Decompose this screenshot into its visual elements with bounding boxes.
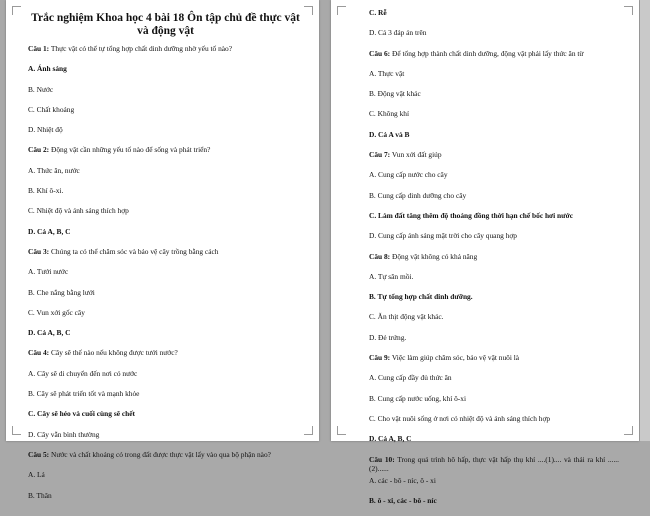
question-line (369, 353, 619, 362)
corner-mark (624, 426, 633, 435)
corner-mark (624, 6, 633, 15)
line-text: B. Động vật khác (369, 89, 421, 99)
line-text: A. Cung cấp nước cho cây (369, 170, 448, 180)
corner-mark (12, 426, 21, 435)
option-line (369, 109, 619, 118)
left-lines (28, 44, 303, 500)
right-content (369, 8, 619, 516)
line-text: A. Cây sẽ di chuyển đến nơi có nước (28, 368, 138, 378)
option-line (28, 389, 303, 398)
option-line (369, 312, 619, 321)
line-text: Vun xới đất giúp (390, 150, 442, 160)
question-line (28, 450, 303, 459)
left-page (6, 0, 319, 500)
question-number: Câu 8: (369, 251, 391, 261)
line-text: B. Tự tổng hợp chất dinh dưỡng. (369, 292, 473, 302)
option-line (28, 125, 303, 134)
line-text: B. ô - xi, các - bô - níc (369, 495, 437, 505)
corner-mark (12, 6, 21, 15)
answer-line (369, 130, 619, 139)
option-line (28, 105, 303, 114)
question-line (369, 455, 619, 473)
option-line (369, 394, 619, 403)
scrollbar[interactable] (640, 0, 650, 441)
answer-line (28, 328, 303, 337)
line-text: C. Làm đất tăng thêm độ thoáng đồng thời hạn chế bốc hơi nước (369, 210, 573, 220)
question-number: Câu 4: (28, 348, 50, 358)
line-text: B. Cung cấp dinh dưỡng cho cây (369, 190, 467, 200)
answer-line (28, 409, 303, 418)
right-lines (369, 8, 619, 505)
answer-line (28, 64, 303, 73)
corner-mark (337, 6, 346, 15)
question-number: Câu 2: (28, 145, 50, 155)
line-text: C. Vun xới gốc cây (28, 307, 85, 317)
line-text: B. Cung cấp nước uống, khí ô-xi (369, 393, 467, 403)
corner-mark (304, 426, 313, 435)
question-line (28, 348, 303, 357)
line-text: Nước và chất khoáng có trong đất được thực vật lấy vào qua bộ phận nào? (49, 449, 271, 459)
line-text: D. Cả 3 đáp án trên (369, 28, 427, 38)
answer-line (369, 8, 619, 17)
answer-line (28, 227, 303, 236)
line-text: D. Cây vẫn bình thường (28, 429, 100, 439)
question-number: Câu 7: (369, 150, 391, 160)
line-text: Động vật không có khả năng (390, 251, 478, 261)
line-text: C. Cây sẽ héo và cuối cùng sẽ chết (28, 409, 135, 419)
line-text: Chúng ta có thể chăm sóc và bảo vệ cây trồng bằng cách (49, 246, 219, 256)
line-text: C. Rễ (369, 8, 387, 17)
option-line (28, 430, 303, 439)
line-text: B. Thân (28, 490, 52, 500)
option-line (28, 186, 303, 195)
option-line (28, 288, 303, 297)
line-text: Trong quá trình hô hấp, thực vật hấp thụ khí ....(1).... và thải ra khí ......(2)...... (369, 454, 619, 473)
option-line (28, 85, 303, 94)
line-text: D. Cả A, B, C (369, 434, 412, 444)
line-text: A. Thực vật (369, 68, 405, 78)
line-text: Cây sẽ thế nào nếu không được tưới nước? (49, 348, 178, 358)
question-line (28, 44, 303, 53)
line-text: A. Thức ăn, nước (28, 165, 80, 175)
line-text: D. Cung cấp ánh sáng mặt trời cho cây quang hợp (369, 231, 517, 241)
answer-line (369, 434, 619, 443)
option-line (369, 69, 619, 78)
option-line (369, 170, 619, 179)
option-line (28, 491, 303, 500)
line-text: B. Cây sẽ phát triển tốt và mạnh khỏe (28, 389, 140, 399)
answer-line (369, 211, 619, 220)
line-text: C. Nhiệt độ và ánh sáng thích hợp (28, 206, 129, 216)
question-line (28, 247, 303, 256)
line-text: A. Ánh sáng (28, 64, 67, 74)
option-line (369, 272, 619, 281)
line-text: C. Chất khoáng (28, 104, 75, 114)
option-line (369, 476, 619, 485)
question-number: Câu 1: (28, 44, 50, 53)
option-line (28, 308, 303, 317)
corner-mark (337, 426, 346, 435)
option-line (28, 206, 303, 215)
question-number: Câu 5: (28, 449, 50, 459)
option-line (369, 333, 619, 342)
question-line (369, 252, 619, 261)
line-text: A. Lá (28, 470, 45, 480)
line-text: Động vật cần những yếu tố nào để sống và phát triển? (49, 145, 211, 155)
line-text: D. Cả A, B, C (28, 328, 71, 338)
option-line (369, 28, 619, 37)
line-text: D. Cả A, B, C (28, 226, 71, 236)
line-text: A. Tưới nước (28, 267, 69, 277)
line-text: C. Cho vật nuôi sống ở nơi có nhiệt độ và ánh sáng thích hợp (369, 413, 551, 423)
right-page (331, 0, 639, 505)
line-text: D. Đẻ trứng. (369, 332, 407, 342)
question-number: Câu 9: (369, 353, 391, 363)
line-text: A. các - bô - níc, ô - xi (369, 475, 436, 485)
answer-line (369, 496, 619, 505)
question-number: Câu 10: (369, 454, 395, 464)
option-line (28, 166, 303, 175)
line-text: C. Ăn thịt động vật khác. (369, 312, 444, 322)
answer-line (369, 292, 619, 301)
option-line (28, 369, 303, 378)
option-line (369, 373, 619, 382)
corner-mark (304, 6, 313, 15)
question-line (369, 49, 619, 58)
option-line (369, 191, 619, 200)
option-line (369, 89, 619, 98)
line-text: D. Nhiệt độ (28, 125, 63, 135)
line-text: Để tổng hợp thành chất dinh dưỡng, động vật phải lấy thức ăn từ (390, 48, 584, 58)
question-number: Câu 6: (369, 48, 391, 58)
option-line (369, 231, 619, 240)
line-text: A. Tự săn mồi. (369, 271, 414, 281)
question-line (369, 150, 619, 159)
line-text: B. Khí ô-xi. (28, 186, 64, 196)
line-text: B. Nước (28, 84, 54, 94)
line-text: Việc làm giúp chăm sóc, bảo vệ vật nuôi là (390, 353, 520, 363)
line-text: B. Che nắng bằng lưới (28, 287, 95, 297)
question-line (28, 145, 303, 154)
option-line (28, 267, 303, 276)
left-content (28, 0, 303, 511)
option-line (369, 414, 619, 423)
document-title: Trắc nghiệm Khoa học 4 bài 18 Ôn tập chủ đề thực vật và động vật (31, 12, 300, 37)
line-text: Thực vật có thể tự tổng hợp chất dinh dưỡng nhờ yếu tố nào? (49, 44, 233, 53)
line-text: C. Không khí (369, 109, 410, 119)
option-line (28, 470, 303, 479)
question-number: Câu 3: (28, 246, 50, 256)
line-text: D. Cả A và B (369, 129, 410, 139)
line-text: A. Cung cấp đầy đủ thức ăn (369, 373, 452, 383)
